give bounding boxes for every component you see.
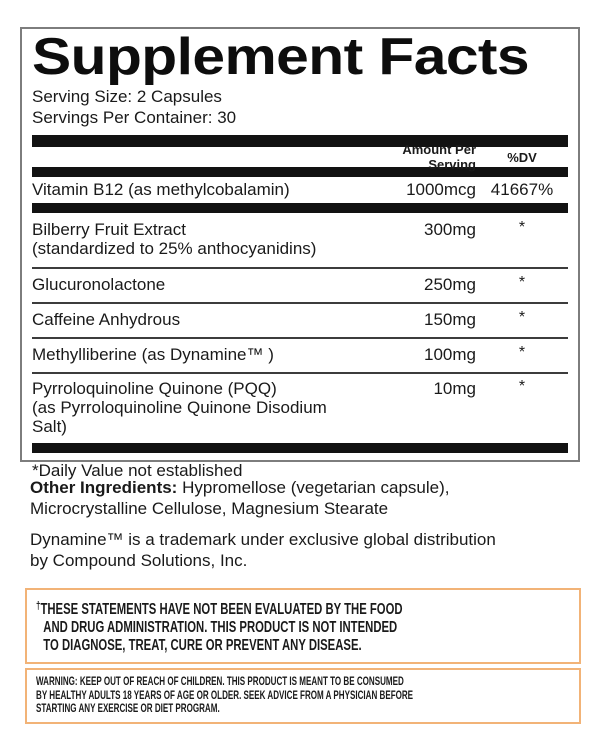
warning-box bbox=[25, 668, 581, 724]
table-row bbox=[32, 372, 568, 443]
header-dv: %DV bbox=[507, 149, 537, 165]
dv-footnote: *Daily Value not established bbox=[32, 461, 243, 480]
warning-line2: BY HEALTHY ADULTS 18 YEARS OF AGE OR OLDER. SEEK ADVICE FROM A PHYSICIAN BEFORE bbox=[36, 689, 414, 702]
other-ingredients bbox=[30, 477, 449, 519]
table-row bbox=[32, 337, 568, 372]
divider-bar-thick bbox=[32, 167, 568, 177]
ingredient-name-block bbox=[32, 220, 356, 258]
panel-title: Supplement Facts bbox=[32, 28, 530, 86]
trademark-line1: Dynamine™ is a trademark under exclusive global distribution bbox=[30, 530, 496, 549]
warning-line3: STARTING ANY EXERCISE OR DIET PROGRAM. bbox=[36, 703, 220, 715]
divider-bar-thick bbox=[32, 443, 568, 453]
ingredient-dv: * bbox=[518, 378, 526, 395]
dagger-mark: † bbox=[36, 600, 41, 612]
ingredient-name: Glucuronolactone bbox=[32, 275, 166, 294]
other-ingredients-line2: Microcrystalline Cellulose, Magnesium Stearate bbox=[30, 499, 389, 518]
serving-size: Serving Size: 2 Capsules bbox=[32, 87, 222, 106]
fda-disclaimer-box bbox=[25, 588, 581, 664]
ingredient-amount: 100mg bbox=[424, 345, 476, 364]
trademark-line2: by Compound Solutions, Inc. bbox=[30, 551, 248, 570]
ingredient-amount: 250mg bbox=[424, 275, 476, 294]
other-ingredients-line1 bbox=[30, 477, 449, 498]
disclaimer-line1: †THESE STATEMENTS HAVE NOT BEEN EVALUATED BY THE FOOD bbox=[36, 600, 403, 618]
ingredient-dv: * bbox=[518, 344, 526, 361]
fda-disclaimer-text bbox=[36, 597, 427, 655]
divider-bar-thick bbox=[32, 203, 568, 213]
table-row bbox=[32, 302, 568, 337]
ingredient-amount: 1000mcg bbox=[406, 180, 476, 199]
table-row bbox=[32, 213, 568, 267]
ingredient-name: Pyrroloquinoline Quinone (PQQ) bbox=[32, 379, 277, 398]
ingredient-amount: 300mg bbox=[424, 220, 476, 239]
supplement-facts-panel bbox=[20, 27, 580, 480]
trademark-note bbox=[30, 529, 496, 571]
disclaimer-line2: AND DRUG ADMINISTRATION. THIS PRODUCT IS NOT INTENDED bbox=[43, 619, 398, 636]
other-ingredients-label: Other Ingredients: bbox=[30, 478, 178, 497]
table-row bbox=[32, 177, 568, 203]
ingredient-dv: * bbox=[518, 274, 526, 291]
header-amount-per-serving: Amount Per Serving bbox=[402, 142, 476, 172]
ingredient-subname: (as Pyrroloquinoline Quinone Disodium Salt) bbox=[32, 398, 327, 436]
divider-bar-thick bbox=[32, 135, 568, 147]
ingredient-name: Methylliberine (as Dynamine™ ) bbox=[32, 345, 274, 364]
disclaimer-line3: TO DIAGNOSE, TREAT, CURE OR PREVENT ANY DISEASE. bbox=[43, 637, 362, 654]
other-ingredients-values: Hypromellose (vegetarian capsule), bbox=[177, 478, 450, 497]
ingredient-name: Caffeine Anhydrous bbox=[32, 310, 181, 329]
serving-info bbox=[32, 86, 568, 128]
ingredient-dv: 41667% bbox=[490, 180, 554, 199]
ingredient-amount: 150mg bbox=[424, 310, 476, 329]
table-row bbox=[32, 267, 568, 302]
ingredient-name: Vitamin B12 (as methylcobalamin) bbox=[32, 180, 290, 199]
warning-text bbox=[36, 676, 414, 717]
ingredient-amount: 10mg bbox=[433, 379, 476, 398]
ingredient-dv: * bbox=[518, 309, 526, 326]
ingredient-dv: * bbox=[518, 219, 526, 236]
warning-line1: WARNING: KEEP OUT OF REACH OF CHILDREN. THIS PRODUCT IS MEANT TO BE CONSUMED bbox=[36, 676, 404, 688]
ingredient-subname: (standardized to 25% anthocyanidins) bbox=[32, 239, 317, 258]
ingredient-name-block bbox=[32, 379, 356, 436]
table-header-row bbox=[32, 142, 568, 172]
ingredient-name: Bilberry Fruit Extract bbox=[32, 220, 186, 239]
servings-per-container: Servings Per Container: 30 bbox=[32, 108, 237, 127]
